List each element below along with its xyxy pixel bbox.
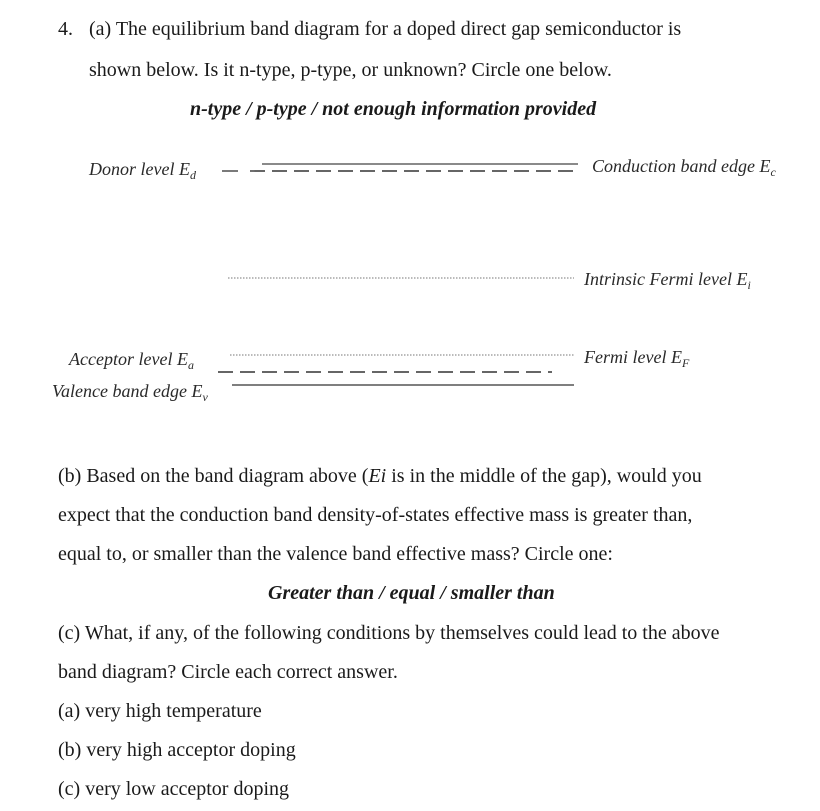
donor-level-label: Donor level $E_d$	[89, 159, 196, 182]
part-b-text-line1: (b) Based on the band diagram above (Ei is in the middle of the gap), would you	[58, 465, 702, 487]
part-c-choice-a: (a) very high temperature	[58, 700, 262, 722]
part-a-text-line1: (a) The equilibrium band diagram for a doped direct gap semiconductor is	[89, 18, 682, 40]
part-b-answer-options: Greater than / equal / smaller than	[268, 582, 555, 604]
acceptor-level-label: Acceptor level $E_a$	[69, 349, 194, 372]
fermi-level-label: Fermi level $E_F$	[584, 347, 690, 370]
part-b-text-line2: expect that the conduction band density-of-states effective mass is greater than,	[58, 504, 693, 526]
part-c-choice-c: (c) very low acceptor doping	[58, 778, 290, 800]
part-b-text-line3: equal to, or smaller than the valence band effective mass? Circle one:	[58, 543, 613, 565]
part-a-text-line2: shown below. Is it n-type, p-type, or unknown? Circle one below.	[89, 59, 612, 81]
valence-band-label: Valence band edge $E_v$	[52, 381, 208, 404]
question-number: 4.	[58, 18, 73, 40]
part-c-text-line2: band diagram? Circle each correct answer.	[58, 661, 398, 683]
part-c-choice-b: (b) very high acceptor doping	[58, 739, 296, 761]
conduction-band-label: Conduction band edge $E_c$	[592, 156, 776, 179]
intrinsic-fermi-label: Intrinsic Fermi level $E_i$	[584, 269, 751, 292]
part-a-answer-options: n-type / p-type / not enough information provided	[190, 98, 597, 120]
part-c-text-line1: (c) What, if any, of the following conditions by themselves could lead to the above	[58, 622, 720, 644]
